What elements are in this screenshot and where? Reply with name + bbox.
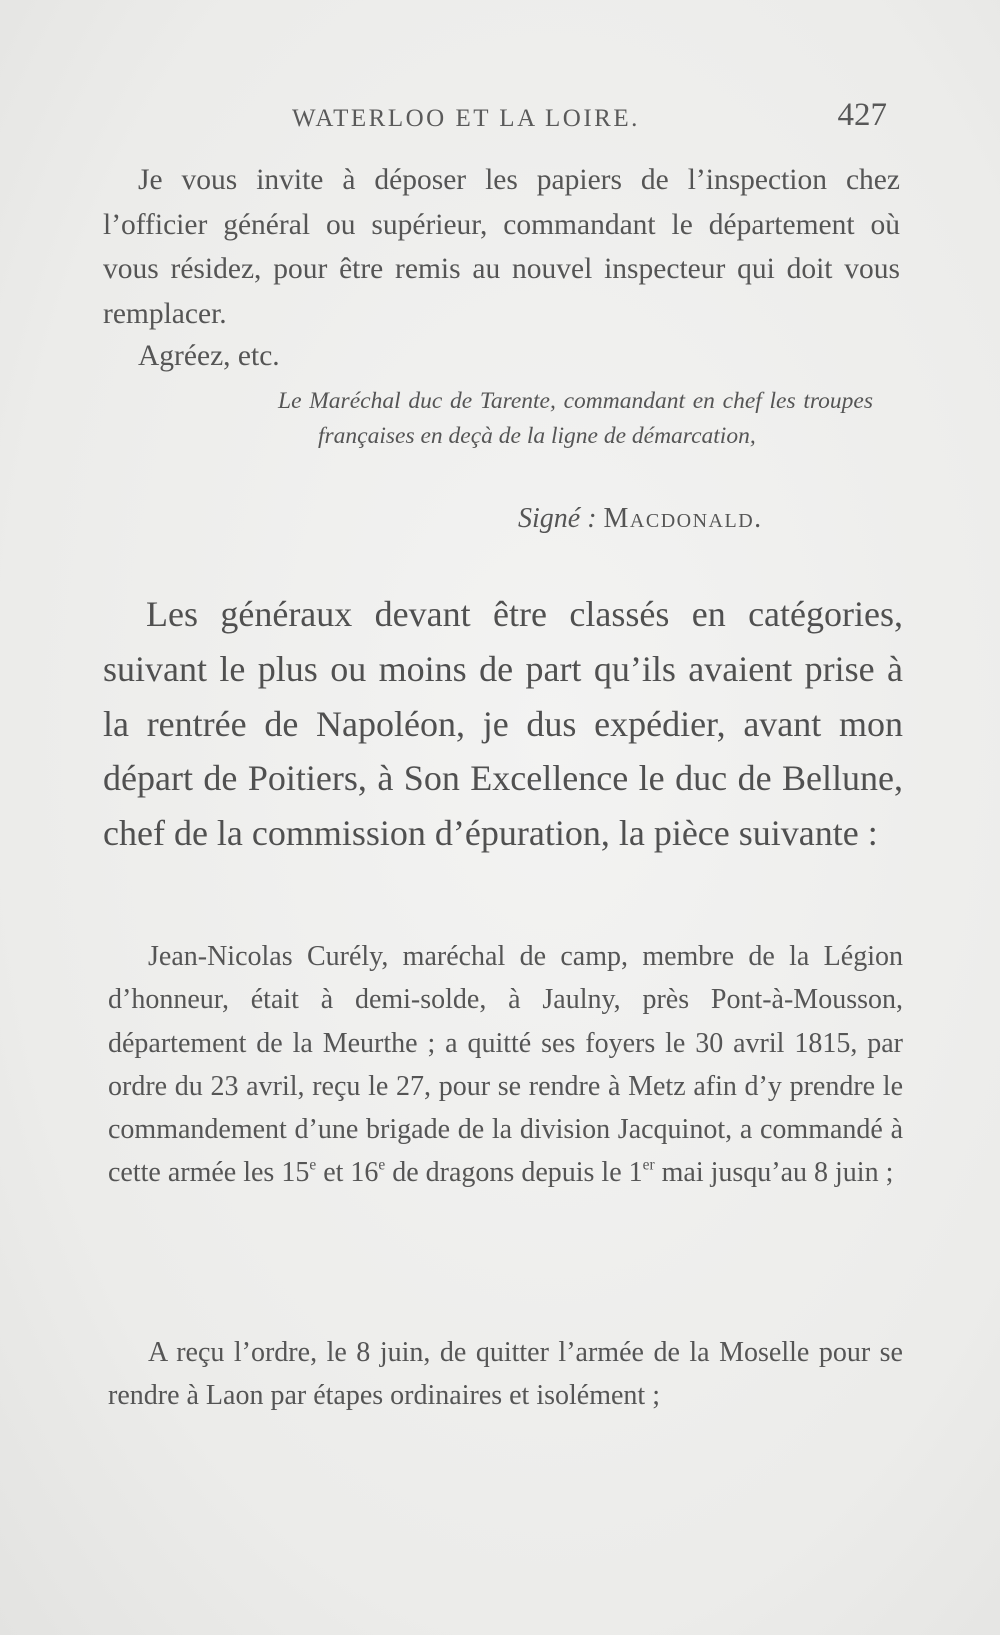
signed-label: Signé : <box>518 503 597 534</box>
running-title: WATERLOO ET LA LOIRE. <box>292 105 640 132</box>
superscript-e-1: e <box>309 1156 317 1174</box>
document-text-b: et 16 <box>316 1157 379 1189</box>
document-text-c: de dragons depuis le 1 <box>385 1157 643 1189</box>
page-number: 427 <box>837 97 887 133</box>
superscript-e-2: e <box>378 1156 386 1174</box>
narrative-paragraph: Les généraux devant être classés en catégories, suivant le plus ou moins de part qu’ils avaient prise à la rentrée de Napoléon, je dus expédier, avant mon départ de Poitiers, à Son Excellence le duc de Bellune, chef de la commission d’épuration, la pièce suivante : <box>103 594 903 854</box>
document-text-a: Jean-Nicolas Curély, maréchal de camp, membre de la Légion d’honneur, était à demi-solde, à Jaulny, près Pont-à-Mousson, département de la Meurthe ; a quitté ses foyers le 30 avril 1815, par ordre du 23 avril, reçu le 27, pour se rendre à Metz afin d’y prendre le commandement d’une brigade de la division Jacquinot, a commandé à cette armée les 15 <box>108 941 903 1189</box>
document-paragraph-1 <box>108 935 903 1195</box>
running-head <box>112 97 887 137</box>
letter-closing: Agréez, etc. <box>138 340 280 372</box>
superscript-er: er <box>642 1156 655 1174</box>
signature-line <box>518 501 818 537</box>
letter-body: Je vous invite à déposer les papiers de l’inspection chez l’officier général ou supérieur, commandant le département où vous résidez, pour être remis au nouvel inspecteur qui doit vous remplacer. <box>103 164 900 331</box>
signed-name: Macdonald. <box>603 503 763 534</box>
document-text-d: mai jusqu’au 8 juin ; <box>654 1157 894 1189</box>
document-paragraph-2: A reçu l’ordre, le 8 juin, de quitter l’armée de la Moselle pour se rendre à Laon par étapes ordinaires et isolément ; <box>108 1337 903 1412</box>
signature-title: Le Maréchal duc de Tarente, commandant en chef les troupes françaises en deçà de la ligne de démarcation, <box>278 388 873 449</box>
